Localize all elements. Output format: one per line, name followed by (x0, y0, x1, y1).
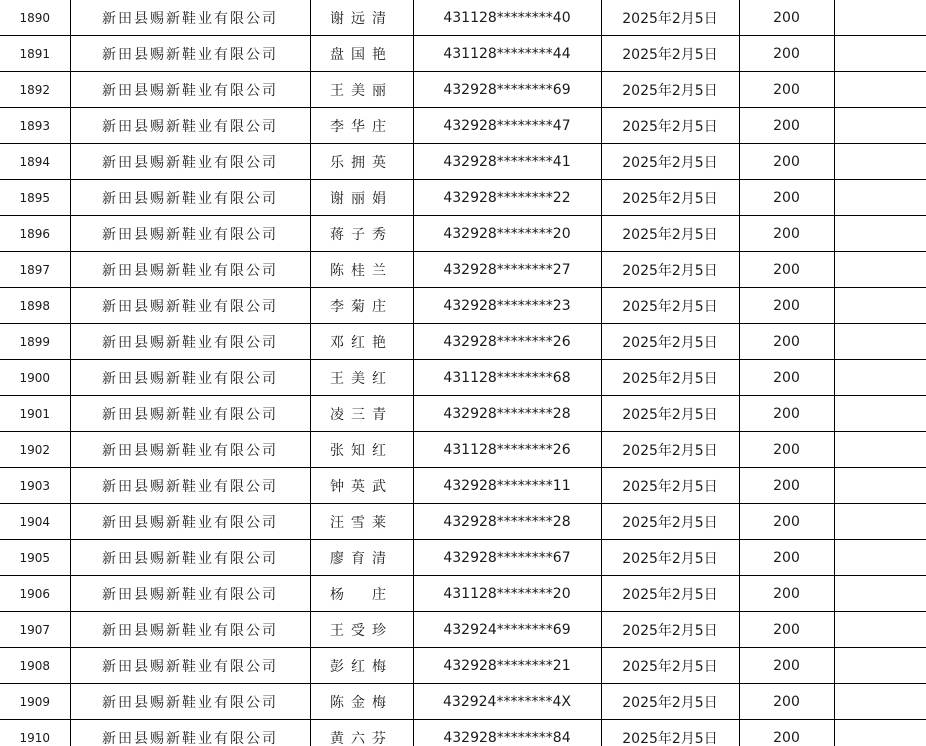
cell-note (834, 576, 926, 612)
cell-id-number: 431128********68 (413, 360, 601, 396)
cell-note (834, 324, 926, 360)
cell-note (834, 144, 926, 180)
cell-date: 2025年2月5日 (601, 216, 739, 252)
cell-id-number: 432928********28 (413, 396, 601, 432)
cell-company: 新田县赐新鞋业有限公司 (70, 216, 310, 252)
cell-name: 乐拥英 (310, 144, 413, 180)
table-row (0, 504, 926, 540)
cell-amount: 200 (739, 576, 834, 612)
cell-date: 2025年2月5日 (601, 468, 739, 504)
cell-amount: 200 (739, 612, 834, 648)
cell-name: 王美红 (310, 360, 413, 396)
cell-note (834, 36, 926, 72)
cell-seq: 1908 (0, 648, 70, 684)
cell-company: 新田县赐新鞋业有限公司 (70, 324, 310, 360)
cell-amount: 200 (739, 72, 834, 108)
cell-name: 邓红艳 (310, 324, 413, 360)
cell-id-number: 432928********84 (413, 720, 601, 746)
cell-company: 新田县赐新鞋业有限公司 (70, 468, 310, 504)
cell-seq: 1910 (0, 720, 70, 746)
cell-amount: 200 (739, 288, 834, 324)
cell-id-number: 432928********23 (413, 288, 601, 324)
cell-amount: 200 (739, 684, 834, 720)
cell-note (834, 288, 926, 324)
cell-company: 新田县赐新鞋业有限公司 (70, 144, 310, 180)
table-row (0, 324, 926, 360)
cell-seq: 1906 (0, 576, 70, 612)
cell-note (834, 612, 926, 648)
cell-name: 盘国艳 (310, 36, 413, 72)
table-row (0, 252, 926, 288)
cell-name: 廖育清 (310, 540, 413, 576)
cell-amount: 200 (739, 360, 834, 396)
table-row (0, 180, 926, 216)
cell-name: 汪雪莱 (310, 504, 413, 540)
cell-name: 李华庄 (310, 108, 413, 144)
cell-seq: 1897 (0, 252, 70, 288)
cell-amount: 200 (739, 324, 834, 360)
cell-note (834, 720, 926, 746)
table-row (0, 288, 926, 324)
cell-name: 陈金梅 (310, 684, 413, 720)
cell-company: 新田县赐新鞋业有限公司 (70, 612, 310, 648)
cell-company: 新田县赐新鞋业有限公司 (70, 108, 310, 144)
table-row (0, 108, 926, 144)
cell-date: 2025年2月5日 (601, 432, 739, 468)
cell-company: 新田县赐新鞋业有限公司 (70, 648, 310, 684)
table-row (0, 648, 926, 684)
cell-note (834, 468, 926, 504)
cell-seq: 1893 (0, 108, 70, 144)
cell-note (834, 360, 926, 396)
cell-date: 2025年2月5日 (601, 252, 739, 288)
cell-amount: 200 (739, 540, 834, 576)
cell-name: 张知红 (310, 432, 413, 468)
cell-note (834, 252, 926, 288)
cell-company: 新田县赐新鞋业有限公司 (70, 252, 310, 288)
cell-id-number: 432928********28 (413, 504, 601, 540)
cell-id-number: 432928********26 (413, 324, 601, 360)
cell-id-number: 432928********22 (413, 180, 601, 216)
table-row (0, 576, 926, 612)
cell-company: 新田县赐新鞋业有限公司 (70, 504, 310, 540)
cell-company: 新田县赐新鞋业有限公司 (70, 396, 310, 432)
cell-date: 2025年2月5日 (601, 396, 739, 432)
cell-seq: 1902 (0, 432, 70, 468)
cell-note (834, 504, 926, 540)
cell-seq: 1900 (0, 360, 70, 396)
cell-company: 新田县赐新鞋业有限公司 (70, 288, 310, 324)
cell-note (834, 72, 926, 108)
cell-name: 黄六芬 (310, 720, 413, 746)
cell-name: 陈桂兰 (310, 252, 413, 288)
cell-name: 谢丽娟 (310, 180, 413, 216)
cell-seq: 1909 (0, 684, 70, 720)
cell-id-number: 431128********20 (413, 576, 601, 612)
cell-company: 新田县赐新鞋业有限公司 (70, 432, 310, 468)
cell-amount: 200 (739, 504, 834, 540)
cell-date: 2025年2月5日 (601, 36, 739, 72)
cell-id-number: 432928********27 (413, 252, 601, 288)
cell-amount: 200 (739, 144, 834, 180)
cell-amount: 200 (739, 648, 834, 684)
table-row (0, 0, 926, 36)
cell-id-number: 432928********11 (413, 468, 601, 504)
cell-seq: 1891 (0, 36, 70, 72)
cell-amount: 200 (739, 216, 834, 252)
cell-id-number: 432928********69 (413, 72, 601, 108)
cell-seq: 1907 (0, 612, 70, 648)
cell-company: 新田县赐新鞋业有限公司 (70, 684, 310, 720)
cell-id-number: 431128********26 (413, 432, 601, 468)
cell-id-number: 431128********44 (413, 36, 601, 72)
cell-company: 新田县赐新鞋业有限公司 (70, 540, 310, 576)
cell-company: 新田县赐新鞋业有限公司 (70, 720, 310, 746)
table-row (0, 144, 926, 180)
cell-id-number: 432928********47 (413, 108, 601, 144)
cell-company: 新田县赐新鞋业有限公司 (70, 0, 310, 36)
cell-id-number: 432924********4X (413, 684, 601, 720)
cell-seq: 1901 (0, 396, 70, 432)
cell-id-number: 432928********20 (413, 216, 601, 252)
table-row (0, 360, 926, 396)
cell-date: 2025年2月5日 (601, 576, 739, 612)
cell-company: 新田县赐新鞋业有限公司 (70, 180, 310, 216)
table-row (0, 216, 926, 252)
cell-note (834, 684, 926, 720)
table-row (0, 684, 926, 720)
cell-name: 王美丽 (310, 72, 413, 108)
cell-id-number: 432924********69 (413, 612, 601, 648)
cell-company: 新田县赐新鞋业有限公司 (70, 360, 310, 396)
table-row (0, 540, 926, 576)
cell-date: 2025年2月5日 (601, 108, 739, 144)
cell-date: 2025年2月5日 (601, 540, 739, 576)
cell-seq: 1903 (0, 468, 70, 504)
cell-seq: 1896 (0, 216, 70, 252)
cell-seq: 1890 (0, 0, 70, 36)
cell-note (834, 108, 926, 144)
cell-name: 蒋子秀 (310, 216, 413, 252)
cell-note (834, 180, 926, 216)
cell-date: 2025年2月5日 (601, 0, 739, 36)
table-row (0, 36, 926, 72)
cell-date: 2025年2月5日 (601, 144, 739, 180)
cell-seq: 1892 (0, 72, 70, 108)
table-row (0, 432, 926, 468)
table-row (0, 396, 926, 432)
cell-date: 2025年2月5日 (601, 612, 739, 648)
table-row (0, 468, 926, 504)
cell-date: 2025年2月5日 (601, 288, 739, 324)
cell-id-number: 432928********67 (413, 540, 601, 576)
cell-date: 2025年2月5日 (601, 360, 739, 396)
cell-date: 2025年2月5日 (601, 324, 739, 360)
cell-name: 李菊庄 (310, 288, 413, 324)
cell-name: 杨 庄 (310, 576, 413, 612)
table-row (0, 72, 926, 108)
cell-date: 2025年2月5日 (601, 504, 739, 540)
cell-amount: 200 (739, 720, 834, 746)
cell-seq: 1905 (0, 540, 70, 576)
cell-note (834, 216, 926, 252)
cell-name: 凌三青 (310, 396, 413, 432)
cell-note (834, 432, 926, 468)
table-row (0, 612, 926, 648)
cell-seq: 1904 (0, 504, 70, 540)
cell-id-number: 432928********41 (413, 144, 601, 180)
cell-name: 彭红梅 (310, 648, 413, 684)
cell-amount: 200 (739, 108, 834, 144)
cell-seq: 1899 (0, 324, 70, 360)
cell-amount: 200 (739, 36, 834, 72)
cell-note (834, 648, 926, 684)
table-row (0, 720, 926, 746)
cell-id-number: 431128********40 (413, 0, 601, 36)
cell-amount: 200 (739, 0, 834, 36)
cell-company: 新田县赐新鞋业有限公司 (70, 36, 310, 72)
cell-note (834, 540, 926, 576)
cell-note (834, 0, 926, 36)
cell-date: 2025年2月5日 (601, 720, 739, 746)
cell-date: 2025年2月5日 (601, 684, 739, 720)
cell-date: 2025年2月5日 (601, 648, 739, 684)
cell-date: 2025年2月5日 (601, 180, 739, 216)
cell-date: 2025年2月5日 (601, 72, 739, 108)
cell-seq: 1898 (0, 288, 70, 324)
cell-company: 新田县赐新鞋业有限公司 (70, 72, 310, 108)
cell-amount: 200 (739, 396, 834, 432)
cell-amount: 200 (739, 432, 834, 468)
cell-seq: 1894 (0, 144, 70, 180)
cell-name: 王受珍 (310, 612, 413, 648)
cell-amount: 200 (739, 468, 834, 504)
cell-company: 新田县赐新鞋业有限公司 (70, 576, 310, 612)
cell-seq: 1895 (0, 180, 70, 216)
cell-id-number: 432928********21 (413, 648, 601, 684)
cell-name: 谢远清 (310, 0, 413, 36)
cell-amount: 200 (739, 180, 834, 216)
cell-amount: 200 (739, 252, 834, 288)
cell-note (834, 396, 926, 432)
cell-name: 钟英武 (310, 468, 413, 504)
